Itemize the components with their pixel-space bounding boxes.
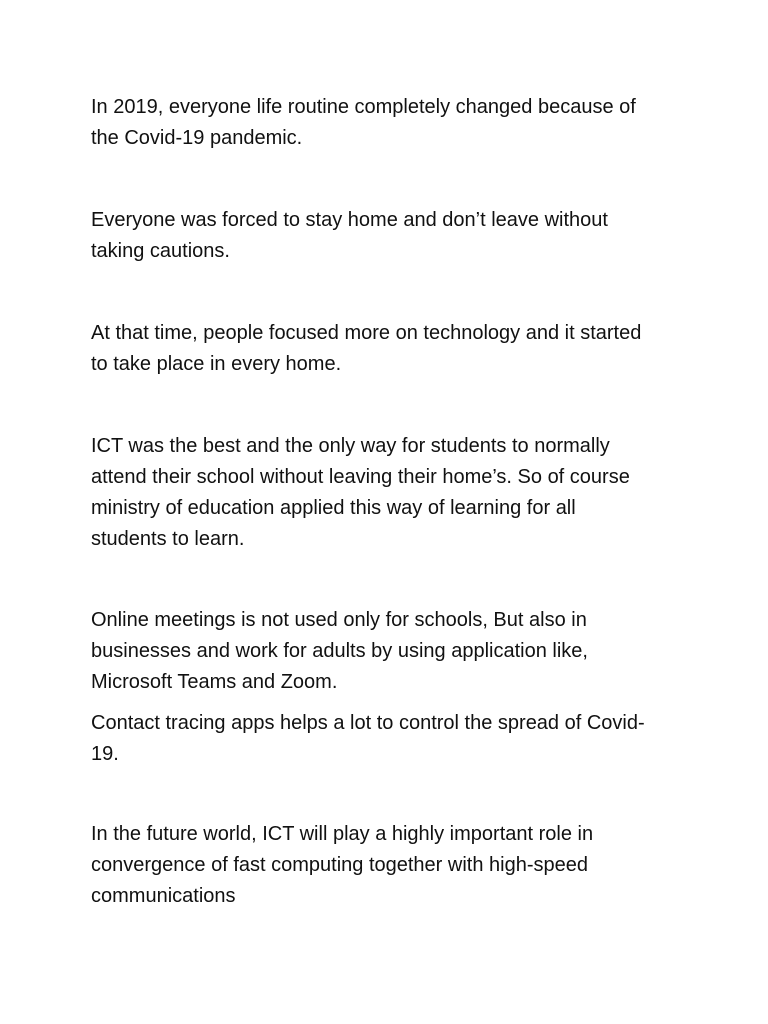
paragraph-covid-routine: In 2019, everyone life routine completely changed because of the Covid-19 pandemic.	[91, 96, 636, 149]
paragraph-stay-home: Everyone was forced to stay home and don’t leave without taking cautions.	[91, 209, 608, 262]
paragraph-future-ict: In the future world, ICT will play a highly important role in convergence of fast computing together with high-speed communications	[91, 823, 594, 907]
paragraph-contact-tracing: Contact tracing apps helps a lot to control the spread of Covid- 19.	[91, 712, 645, 765]
paragraph-technology-focus: At that time, people focused more on technology and it started to take place in every home.	[91, 322, 642, 375]
paragraph-online-meetings: Online meetings is not used only for schools, But also in businesses and work for adults by using application like, Microsoft Teams and Zoom.	[91, 609, 588, 693]
paragraph-ict-education: ICT was the best and the only way for students to normally attend their school without leaving their home’s. So of course ministry of education applied this way of learning for all students to learn.	[91, 435, 630, 550]
